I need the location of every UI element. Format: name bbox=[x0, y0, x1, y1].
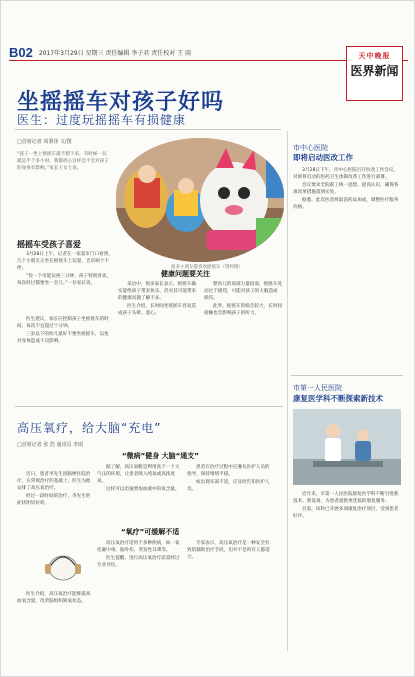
paragraph: 如出现耳部不适，应及时告知医护人员。 bbox=[187, 480, 270, 492]
column-b bbox=[118, 281, 200, 318]
column-a2 bbox=[17, 316, 113, 346]
paragraph: 经过一段时间的治疗，李先生的症状明显好转。 bbox=[17, 494, 91, 506]
lower-byline: □首席记者 张 浩 通讯员 李雨 bbox=[17, 442, 84, 448]
paragraph: 3月28日下午，市中心医院召开医改工作会议，对即将启动的医药卫生体制改革工作进行部署。 bbox=[293, 168, 399, 180]
section-divider bbox=[15, 406, 283, 407]
rehab-illustration bbox=[293, 409, 401, 485]
paragraph: 3月28日上午，记者在一家超市门口看到，几个小朋友正坐在摇摇车上玩耍，音乐响个不停。 bbox=[17, 252, 113, 271]
column-a bbox=[17, 251, 113, 288]
paragraph: 医生提醒，进行高压氧治疗前需经过专业评估。 bbox=[97, 556, 180, 568]
right-story-2-title: 康复医学科不断探索新技术 bbox=[293, 394, 383, 403]
main-quote: “孩子一坐上摇摇车就不想下来，有时候一玩就是半个多小时，我都担心这样会不会对孩子的身体有影响。”家长王女士说。 bbox=[17, 152, 109, 171]
main-byline: □首席记者 周秉泽 文/图 bbox=[17, 139, 72, 145]
paragraph: 据悉，此次医改将取消药品加成，调整医疗服务价格。 bbox=[293, 198, 399, 210]
paragraph: 医生建议，家长应控制孩子坐摇摇车的时间，每次不宜超过十分钟。 bbox=[17, 317, 109, 329]
paragraph: 目前，该科已开展多项康复治疗项目，受到患者好评。 bbox=[293, 507, 399, 519]
paragraph: 三岁以下的幼儿最好不要坐摇摇车，以免对身体造成不良影响。 bbox=[17, 332, 109, 344]
headphones-illustration bbox=[39, 546, 87, 582]
paragraph: 患者在治疗过程中应遵从医护人员的指导，保持情绪平稳。 bbox=[187, 465, 270, 477]
rehab-photo bbox=[293, 409, 401, 485]
paper-name-logo: 天中晚报 bbox=[358, 51, 391, 60]
lower-headline: 高压氧疗，给大脑“充电” bbox=[17, 421, 162, 435]
carousel-illustration bbox=[116, 138, 284, 262]
paragraph: 此外，摇摇车的噪音较大，长时间接触也会影响孩子的听力。 bbox=[204, 304, 282, 316]
paragraph: 近年来，市第一人民医院康复医学科不断引进新技术、新设备，为患者提供更优质的康复服务。 bbox=[293, 492, 399, 504]
headline-divider bbox=[15, 129, 281, 130]
paragraph: 医生介绍，长时间坐摇摇车容易造成孩子头晕、恶心。 bbox=[118, 304, 196, 316]
paragraph: 这样可以迅速增加血液中的氧含量。 bbox=[106, 487, 180, 492]
main-subheadline: 医生：过度玩摇摇车有损健康 bbox=[17, 113, 187, 127]
paragraph: “投一个币能玩两三分钟，孩子特别喜欢，每次经过都要坐一会儿。”一位家长说。 bbox=[17, 274, 112, 286]
subhead-popular: 摇摇车受孩子喜爱 bbox=[17, 240, 81, 249]
right-story-1-title: 即将启动医改工作 bbox=[293, 153, 353, 162]
subhead-health: 健康问题要关注 bbox=[161, 270, 210, 278]
column-d2 bbox=[17, 591, 93, 606]
column-f bbox=[187, 464, 273, 494]
section-logo bbox=[346, 46, 403, 101]
right-story-2-body bbox=[293, 491, 401, 521]
carousel-photo bbox=[116, 138, 284, 262]
column-f2 bbox=[187, 540, 273, 562]
section-name: 医界新闻 bbox=[350, 64, 399, 78]
photo-caption: 很多小朋友都喜欢摇摇车（资料图） bbox=[171, 265, 243, 270]
subhead-oxygen: “氧疗”可缓解不适 bbox=[121, 528, 180, 536]
column-c bbox=[204, 281, 282, 318]
paragraph: 医生介绍，高压氧治疗能够提高血氧含量，改善脑组织缺氧状态。 bbox=[17, 592, 91, 604]
right-story-1-kicker: 市中心医院 bbox=[293, 144, 328, 152]
column-e2 bbox=[97, 540, 183, 570]
page-code: B02 bbox=[9, 45, 33, 60]
paragraph: 据了解，高压氧舱是利用高于一个大气压的环境，让患者吸入纯氧或高浓度氧。 bbox=[97, 465, 180, 484]
paragraph: 高压氧治疗适用于多种疾病，如一氧化碳中毒、脑外伤、突发性耳聋等。 bbox=[97, 541, 180, 553]
paragraph: 婴幼儿的颈部力量较弱，摇摇车晃动过于剧烈，可能对孩子的大脑造成损伤。 bbox=[204, 282, 282, 301]
paragraph: 会议要求全院职工统一思想，提高认识，确保各项改革措施落到实处。 bbox=[293, 183, 399, 195]
paragraph: 专家表示，高压氧治疗是一种安全有效的辅助治疗手段，但并不是所有人都适合。 bbox=[187, 541, 270, 560]
main-headline: 坐摇摇车对孩子好吗 bbox=[17, 90, 225, 115]
paragraph: 近日，患者李先生因脑梗住院治疗，在常规治疗的基础上，医生为他安排了高压氧治疗。 bbox=[17, 472, 91, 491]
right-story-1-body bbox=[293, 167, 401, 212]
column-d bbox=[17, 471, 93, 508]
paragraph: 采访中，很多家长表示，摇摇车确实能给孩子带来快乐，但对其可能带来的健康问题了解不多。 bbox=[118, 282, 197, 301]
column-e bbox=[97, 464, 183, 494]
subhead-brain: “微病”健身 大脑“通支” bbox=[122, 452, 199, 460]
right-story-2-kicker: 市第一人民医院 bbox=[293, 384, 342, 392]
column-divider bbox=[287, 131, 288, 651]
issue-info: 2017年3月29日 星期三 责任编辑 李子君 责任校对 王 雨 bbox=[38, 50, 192, 57]
right-divider bbox=[291, 375, 403, 376]
